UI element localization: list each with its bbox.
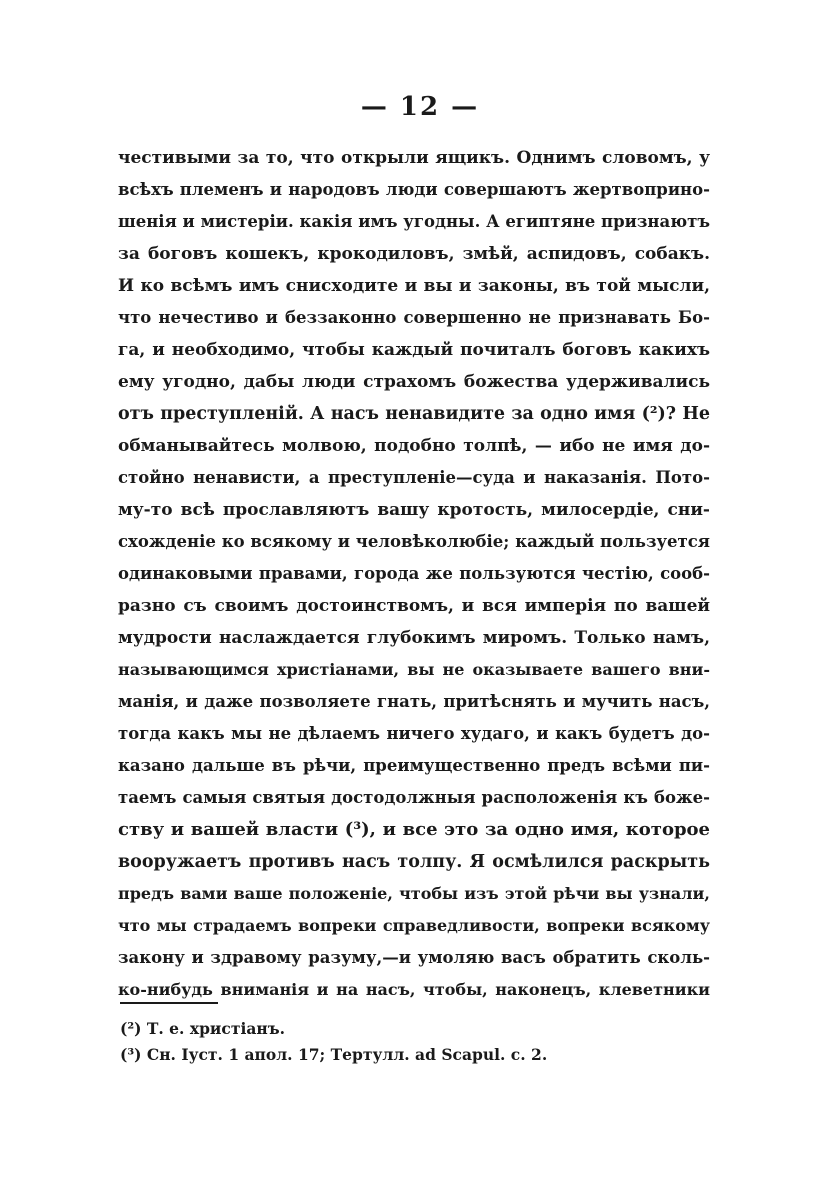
text-line: закону и здравому разуму,—и умоляю васъ обратить сколь- — [118, 948, 710, 967]
footnote: (³) Сн. Іуст. 1 апол. 17; Тертулл. ad Scapul. с. 2. — [120, 1045, 548, 1064]
text-line: стойно ненависти, а преступленіе—суда и наказанія. Пото- — [118, 468, 710, 487]
text-line: что мы страдаемъ вопреки справедливости, вопреки всякому — [118, 916, 710, 935]
text-line: му-то всѣ прославляютъ вашу кротость, милосердіе, сни- — [118, 500, 710, 520]
text-line: И ко всѣмъ имъ снисходите и вы и законы, въ той мысли, — [118, 276, 710, 296]
text-line: всѣхъ племенъ и народовъ люди совершаютъ жертвоприно- — [118, 180, 710, 199]
text-line: мудрости наслаждается глубокимъ миромъ. Только намъ, — [118, 628, 710, 648]
text-line: ко-нибудь вниманія и на насъ, чтобы, наконецъ, клеветники — [118, 980, 710, 999]
text-line: называющимся христіанами, вы не оказываете вашего вни- — [118, 660, 710, 679]
text-line: шенія и мистеріи. какія имъ угодны. А египтяне признаютъ — [118, 212, 710, 231]
body-text — [118, 142, 710, 1006]
footnote-divider — [120, 1002, 218, 1004]
footnotes — [120, 1016, 720, 1068]
text-line: схожденіе ко всякому и человѣколюбіе; каждый пользуется — [118, 532, 710, 551]
text-line: тогда какъ мы не дѣлаемъ ничего худаго, и какъ будетъ до- — [118, 724, 710, 743]
text-line: разно съ своимъ достоинствомъ, и вся имперія по вашей — [118, 596, 710, 616]
text-line: га, и необходимо, чтобы каждый почиталъ боговъ какихъ — [118, 340, 710, 360]
text-line: казано дальше въ рѣчи, преимущественно предъ всѣми пи- — [118, 756, 710, 775]
text-line: ему угодно, дабы люди страхомъ божества удерживались — [118, 372, 710, 392]
page-number: — 12 — — [360, 92, 480, 122]
text-line: таемъ самыя святыя достодолжныя расположенія къ боже- — [118, 788, 710, 807]
text-line: отъ преступленій. А насъ ненавидите за одно имя (²)? Не — [118, 404, 710, 424]
text-line: честивыми за то, что открыли ящикъ. Однимъ словомъ, у — [118, 148, 710, 168]
text-line: манія, и даже позволяете гнать, притѣснять и мучить насъ, — [118, 692, 710, 711]
text-line: что нечестиво и беззаконно совершенно не признавать Бо- — [118, 308, 710, 327]
text-line: одинаковыми правами, города же пользуются честію, сооб- — [118, 564, 710, 583]
text-line: за боговъ кошекъ, крокодиловъ, змѣй, аспидовъ, собакъ. — [118, 244, 710, 264]
text-line: вооружаетъ противъ насъ толпу. Я осмѣлился раскрыть — [118, 852, 710, 872]
footnote: (²) Т. е. христіанъ. — [120, 1019, 286, 1038]
text-line: ству и вашей власти (³), и все это за одно имя, которое — [118, 819, 710, 840]
text-line: обманывайтесь молвою, подобно толпѣ, — ибо не имя до- — [118, 436, 710, 456]
text-line: предъ вами ваше положеніе, чтобы изъ этой рѣчи вы узнали, — [118, 884, 710, 903]
